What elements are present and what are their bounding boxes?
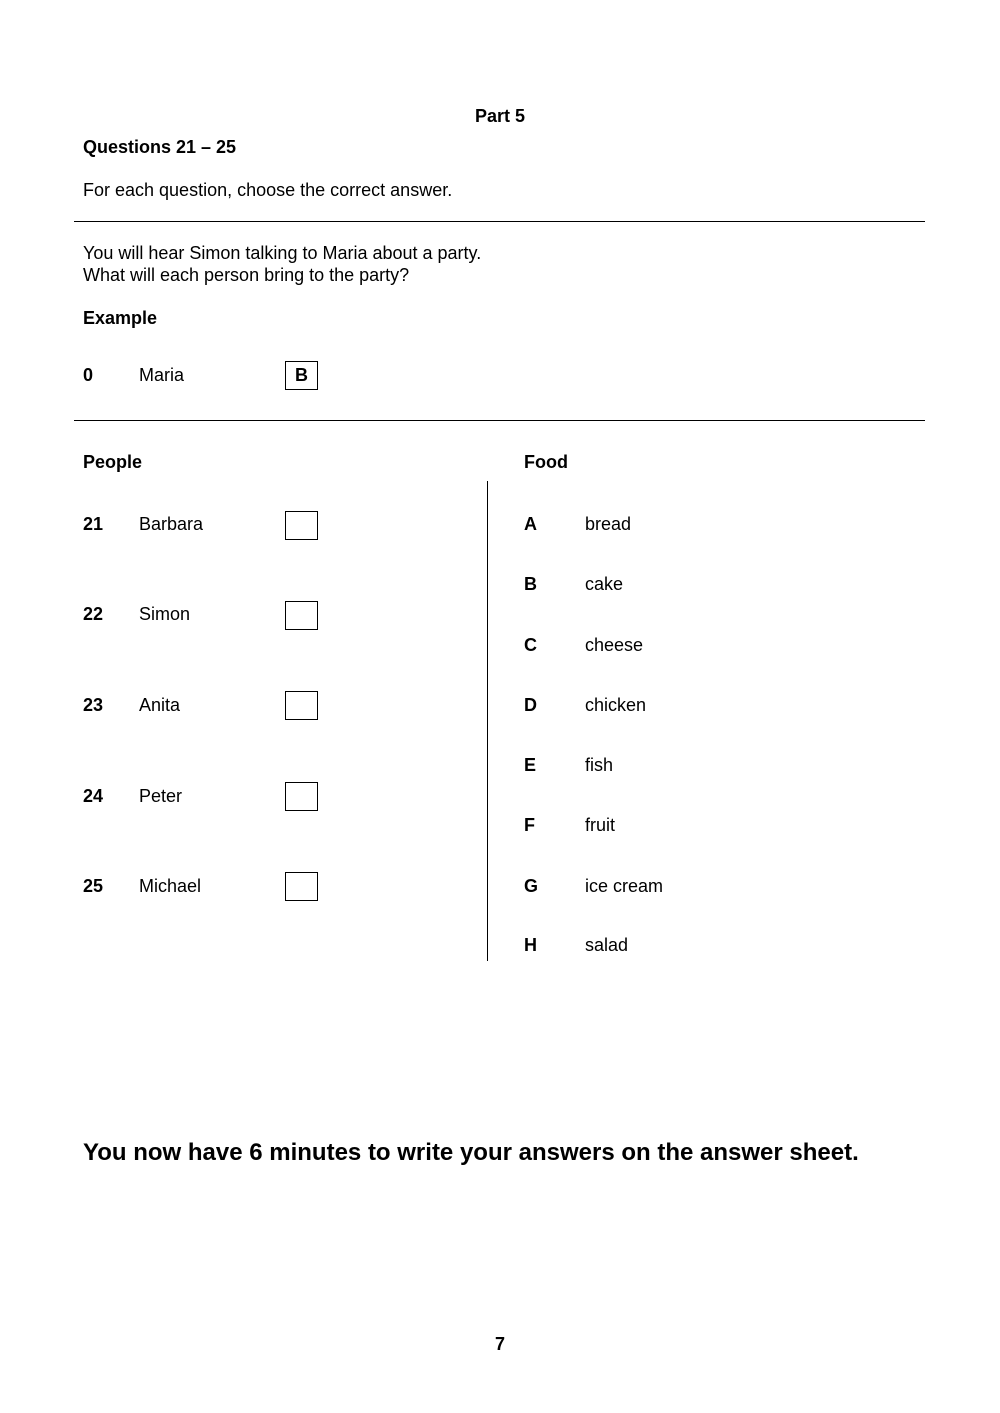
person-name: Barbara xyxy=(139,514,204,534)
answer-box-22[interactable] xyxy=(285,601,318,630)
people-heading: People xyxy=(83,452,143,472)
answer-box-24[interactable] xyxy=(285,782,318,811)
food-name: cake xyxy=(585,574,624,594)
person-name: Peter xyxy=(139,786,183,806)
food-name: chicken xyxy=(585,695,647,715)
example-answer-box: B xyxy=(285,361,318,390)
question-number: 23 xyxy=(83,695,104,715)
questions-range: Questions 21 – 25 xyxy=(83,137,237,157)
food-letter: D xyxy=(524,695,537,715)
context-line-2: What will each person bring to the party? xyxy=(83,265,410,285)
food-letter: E xyxy=(524,755,537,775)
food-letter: B xyxy=(524,574,537,594)
answer-box-25[interactable] xyxy=(285,872,318,901)
person-name: Anita xyxy=(139,695,181,715)
food-name: fruit xyxy=(585,815,616,835)
answer-box-23[interactable] xyxy=(285,691,318,720)
food-name: salad xyxy=(585,935,629,955)
example-number: 0 xyxy=(83,365,94,385)
food-letter: C xyxy=(524,635,537,655)
person-name: Michael xyxy=(139,876,202,896)
answer-box-21[interactable] xyxy=(285,511,318,540)
question-number: 24 xyxy=(83,786,104,806)
part-title: Part 5 xyxy=(474,106,526,126)
food-name: cheese xyxy=(585,635,644,655)
question-number: 21 xyxy=(83,514,104,534)
page-number: 7 xyxy=(494,1334,505,1354)
food-name: bread xyxy=(585,514,632,534)
food-letter: G xyxy=(524,876,539,896)
divider-middle xyxy=(74,420,925,421)
food-name: fish xyxy=(585,755,614,775)
question-number: 22 xyxy=(83,604,104,624)
food-letter: A xyxy=(524,514,537,534)
example-name: Maria xyxy=(139,365,185,385)
person-name: Simon xyxy=(139,604,191,624)
column-divider xyxy=(487,481,488,961)
food-letter: H xyxy=(524,935,537,955)
instruction-text: For each question, choose the correct answer. xyxy=(83,180,453,200)
food-heading: Food xyxy=(524,452,568,472)
context-line-1: You will hear Simon talking to Maria about a party. xyxy=(83,243,482,263)
food-name: ice cream xyxy=(585,876,664,896)
example-heading: Example xyxy=(83,308,158,328)
divider-top xyxy=(74,221,925,222)
question-number: 25 xyxy=(83,876,104,896)
food-letter: F xyxy=(524,815,535,835)
final-instruction: You now have 6 minutes to write your answers on the answer sheet. xyxy=(83,1139,859,1166)
